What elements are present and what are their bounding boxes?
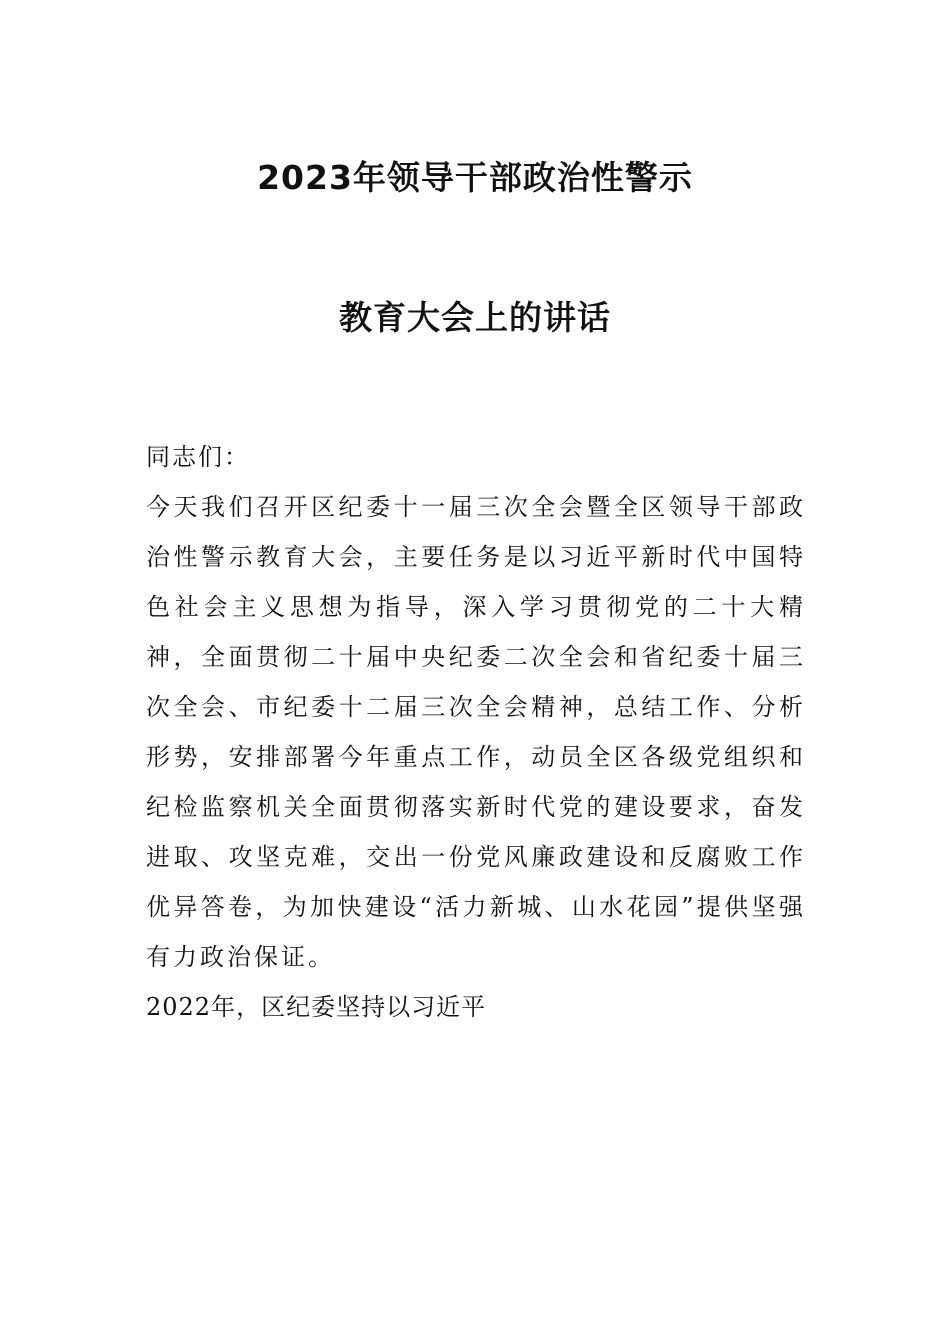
document-title-line-2: 教育大会上的讲话 [339,298,611,337]
document-title-line-1: 2023年领导干部政治性警示 [257,158,693,197]
body-paragraph: 2022年，区纪委坚持以习近平 [146,993,487,1021]
salutation: 同志们： [146,443,250,471]
document-body [146,432,806,1032]
body-paragraph: 今天我们召开区纪委十一届三次全会暨全区领导干部政治性警示教育大会，主要任务是以习近平新时代中国特色社会主义思想为指导，深入学习贯彻党的二十大精神，全面贯彻二十届中央纪委二次全会和省纪委十届三次全会、市纪委十二届三次全会精神，总结工作、分析形势，安排部署今年重点工作，动员全区各级党组织和纪检监察机关全面贯彻落实新时代党的建设要求，奋发进取、攻坚克难，交出一份党风廉政建设和反腐败工作优异答卷，为加快建设“活力新城、山水花园”提供坚强有力政治保证。 [146,493,806,971]
